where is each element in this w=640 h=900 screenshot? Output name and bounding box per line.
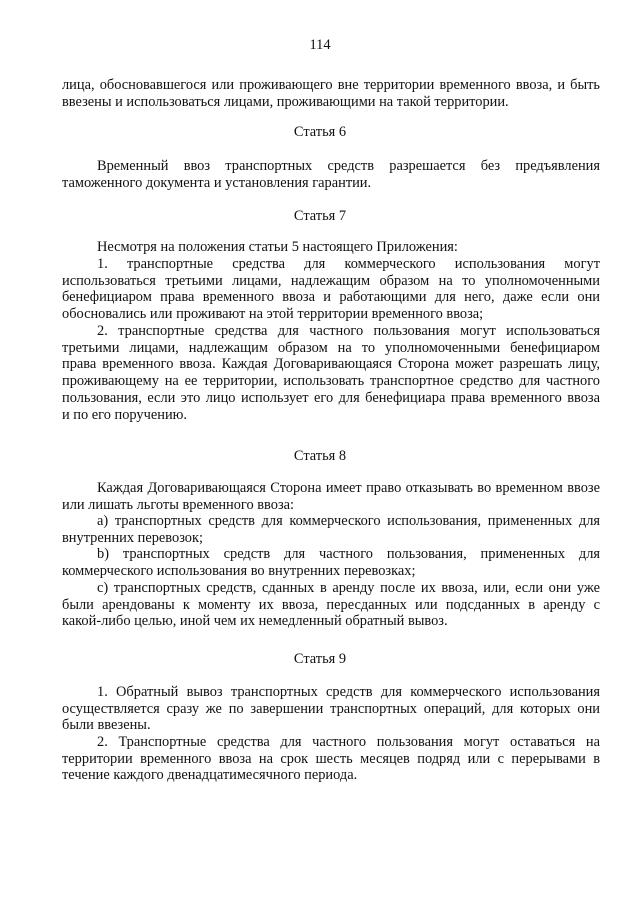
- text-line: пользования, если это лицо использует его для бенефициара права временного ввоза: [62, 389, 600, 406]
- paragraph: [62, 256, 600, 323]
- paragraph: [62, 158, 600, 191]
- text-line: a) транспортных средств для коммерческого использования, примененных для: [97, 513, 600, 529]
- paragraph: [62, 480, 600, 513]
- text-line: коммерческого использования во внутренних перевозках;: [62, 562, 416, 579]
- text-line: течение каждого двенадцатимесячного периода.: [62, 767, 358, 784]
- text-line: проживающему на ее территории, использовать транспортное средство для частного: [62, 373, 600, 390]
- text-line: таможенного документа и установления гарантии.: [62, 174, 372, 191]
- text-line: территории временного ввоза на срок шесть месяцев подряд или с перерывами в: [62, 750, 600, 767]
- text-line: какой-либо целью, иной чем их немедленный обратный вывоз.: [62, 613, 448, 630]
- paragraph: [62, 77, 600, 110]
- text-line: Каждая Договаривающаяся Сторона имеет право отказывать во временном ввозе: [97, 480, 600, 496]
- paragraph: [62, 580, 600, 630]
- text-line: права временного ввоза. Каждая Договаривающаяся Сторона может разрешать лицу,: [62, 356, 600, 373]
- text-line: ввезены и использоваться лицами, проживающими на такой территории.: [62, 93, 509, 110]
- text-line: третьими лицами, надлежащим образом на то уполномоченными бенефициаром: [62, 339, 600, 356]
- text-line: Несмотря на положения статьи 5 настоящего Приложения:: [97, 239, 458, 255]
- paragraph: [62, 323, 600, 423]
- text-line: b) транспортных средств для частного пользования, примененных для: [97, 546, 600, 562]
- text-line: обосновались или проживают на этой территории временного ввоза;: [62, 306, 484, 323]
- paragraph: [62, 513, 600, 546]
- text-line: и по его поручению.: [62, 406, 187, 423]
- paragraph: [62, 546, 600, 579]
- text-line: были арендованы к моменту их ввоза, пересданных или подсданных в аренду с: [62, 596, 600, 613]
- text-line: 2. Транспортные средства для частного пользования могут оставаться на: [97, 734, 600, 750]
- text-line: использоваться третьими лицами, надлежащим образом на то уполномоченными: [62, 272, 600, 289]
- text-line: лица, обосновавшегося или проживающего вне территории временного ввоза, и быть: [62, 77, 600, 93]
- article-heading: Статья 7: [293, 208, 347, 224]
- text-line: Временный ввоз транспортных средств разрешается без предъявления: [97, 158, 600, 174]
- text-line: осуществляется сразу же по завершении транспортных операций, для которых они: [62, 700, 600, 717]
- article-heading: Статья 8: [293, 448, 347, 464]
- text-line: или лишать льготы временного ввоза:: [62, 496, 295, 513]
- text-line: c) транспортных средств, сданных в аренду после их ввоза, или, если они уже: [97, 580, 600, 596]
- article-heading: Статья 9: [293, 651, 347, 667]
- text-line: 1. транспортные средства для коммерческого использования могут: [97, 256, 600, 272]
- text-line: внутренних перевозок;: [62, 529, 203, 546]
- article-heading: Статья 6: [293, 124, 347, 140]
- page-number: 114: [309, 37, 331, 53]
- paragraph: [62, 734, 600, 784]
- text-line: 2. транспортные средства для частного пользования могут использоваться: [97, 323, 600, 339]
- text-line: 1. Обратный вывоз транспортных средств для коммерческого использования: [97, 684, 600, 700]
- paragraph: [62, 684, 600, 734]
- text-line: бенефициаром права временного ввоза и работающими для него, даже если они: [62, 289, 600, 306]
- paragraph: [62, 239, 600, 256]
- text-line: были ввезены.: [62, 717, 151, 734]
